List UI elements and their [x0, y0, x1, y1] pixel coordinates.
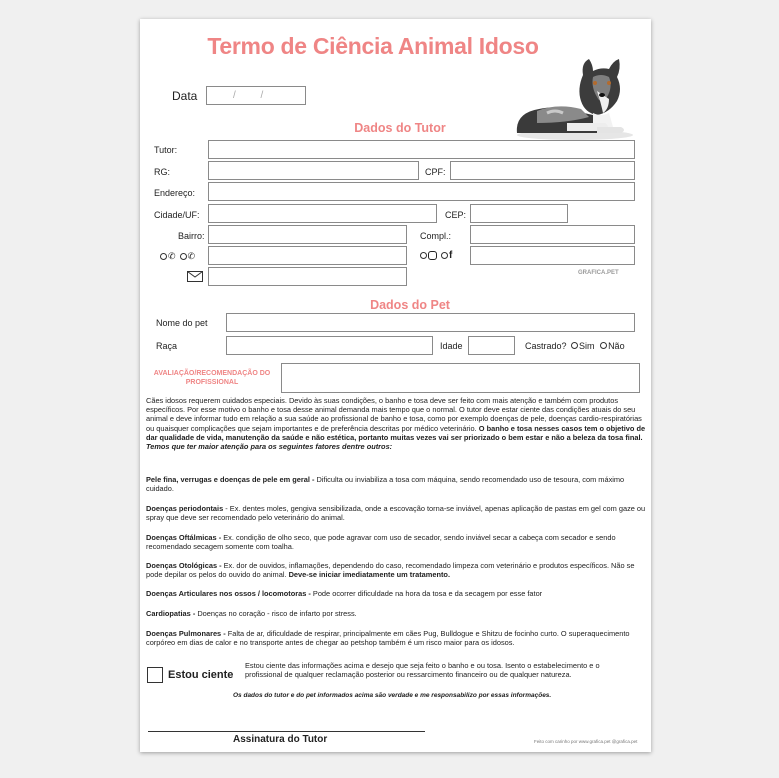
- item-tail: Deve-se iniciar imediatamente um tratamento.: [288, 570, 450, 580]
- castrado-label: [525, 341, 625, 351]
- consent-text: Estou ciente das informações acima e desejo que seja feito o banho e ou tosa. Isento o estabelecimento e o profissional de qualquer reclamação posterior ou ressarcimento financeiro ou de qualquer natureza.: [245, 661, 600, 680]
- disclaimer-text: Os dados do tutor e do pet informados acima são verdade e me responsabilizo por essas informações.: [233, 692, 552, 699]
- form-title: Termo de Ciência Animal Idoso: [207, 33, 539, 59]
- item-otologicas: [146, 561, 647, 579]
- social-input[interactable]: [470, 246, 635, 265]
- signature-label: Assinatura do Tutor: [233, 734, 328, 745]
- estou-ciente-label: Estou ciente: [168, 669, 234, 681]
- item-text: Ex. dor de ouvidos, inflamações, dependendo do caso, recomendado limpeza com veterinário e produtos específicos. Não se pode depilar os pelos do ouvido do animal.: [146, 561, 635, 580]
- raca-label: Raça: [156, 341, 178, 351]
- intro-bold-text: O banho e tosa nesses casos tem o objetivo de dar qualidade de vida, manutenção da saúde e não estética, portanto muitas vezes vai ser priorizado o bem estar e não a beleza da tosa final.: [146, 423, 646, 442]
- idade-input[interactable]: [468, 336, 515, 355]
- avaliacao-label: AVALIAÇÃO/RECOMENDAÇÃO DO PROFISSIONAL: [153, 370, 271, 386]
- idade-label: Idade: [440, 341, 463, 351]
- avaliacao-input[interactable]: [281, 363, 640, 393]
- item-head: Doenças Pulmonares -: [146, 629, 226, 638]
- cpf-input[interactable]: [450, 161, 635, 180]
- instagram-icon: [428, 251, 437, 260]
- item-head: Pele fina, verrugas e doenças de pele em geral -: [146, 475, 315, 484]
- cep-input[interactable]: [470, 204, 568, 223]
- bairro-label: Bairro:: [178, 231, 205, 241]
- pet-name-label: Nome do pet: [156, 318, 208, 328]
- email-input[interactable]: [208, 267, 407, 286]
- date-input[interactable]: / /: [206, 86, 306, 105]
- item-articulares: [146, 589, 647, 598]
- whatsapp-radio[interactable]: [180, 253, 187, 260]
- tutor-label: Tutor:: [154, 145, 178, 155]
- item-text: Ex. condição de olho seco, que pode agravar com uso de secador, sendo inviável secar a cabeça com secador e sendo recomendado secagem somente com toalha.: [146, 533, 616, 552]
- item-cardiopatias: [146, 609, 647, 618]
- item-text: Pode ocorrer dificuldade na hora da tosa e da secagem por esse fator: [310, 589, 543, 598]
- dog-illustration: [497, 51, 637, 143]
- phone-icon: ✆: [168, 251, 176, 261]
- compl-input[interactable]: [470, 225, 635, 244]
- date-label: Data: [172, 89, 198, 103]
- facebook-radio[interactable]: [441, 252, 448, 259]
- castrado-nao-radio[interactable]: [600, 342, 607, 349]
- bairro-input[interactable]: [208, 225, 407, 244]
- endereco-label: Endereço:: [154, 188, 196, 198]
- item-text: - Ex. dentes moles, gengiva sensibilizada, onde a escovação torna-se inviável, apenas aplicação de pastas em gel com gaze ou spray que deve ser recomendado pelo veterinário do animal.: [146, 504, 646, 523]
- email-icon: [187, 271, 203, 282]
- phone-radio[interactable]: [160, 253, 167, 260]
- rg-input[interactable]: [208, 161, 419, 180]
- cpf-label: CPF:: [425, 167, 446, 177]
- rg-label: RG:: [154, 167, 171, 177]
- brand-watermark: GRAFICA.PET: [578, 270, 619, 276]
- whatsapp-icon: ✆: [187, 251, 196, 261]
- cidade-label: Cidade/UF:: [154, 210, 200, 220]
- phone-option[interactable]: [160, 251, 195, 262]
- item-pele: [146, 475, 647, 493]
- intro-text: Cães idosos requerem cuidados especiais. Devido às suas condições, o banho e tosa deve ser feito com mais atenção e também com produtos específicos. Por esse motivo o banho e tosa desse animal demanda mais tempo que o normal. O tutor deve estar ciente das condições atuais do seu animal e deve informar tudo em relação a sua saúde ao profissional de banho e tosa, como por exemplo doenças de pele, doenças cardio-respiratórias ou quaisquer complicações que sejam importantes e de preferência descritas por médico veterinário.: [146, 396, 642, 433]
- phone-input[interactable]: [208, 246, 407, 265]
- item-periodontais: [146, 504, 647, 522]
- intro-paragraph: [146, 396, 647, 451]
- facebook-icon: f: [449, 250, 453, 261]
- item-oftalmicas: [146, 533, 647, 551]
- cidade-input[interactable]: [208, 204, 437, 223]
- intro-italic-text: Temos que ter maior atenção para os seguintes fatores dentre outros:: [146, 442, 393, 452]
- castrado-sim-radio[interactable]: [571, 342, 578, 349]
- tutor-input[interactable]: [208, 140, 635, 159]
- item-head: Cardiopatias -: [146, 609, 196, 618]
- castrado-nao-label: Não: [608, 341, 625, 351]
- endereco-input[interactable]: [208, 182, 635, 201]
- item-text: Doenças no coração - risco de infarto por stress.: [195, 609, 357, 618]
- cep-label: CEP:: [445, 210, 467, 220]
- item-head: Doenças Articulares nos ossos / locomotoras -: [146, 589, 311, 598]
- form-sheet: [140, 19, 651, 752]
- compl-label: Compl.:: [420, 231, 452, 241]
- pet-section-title: Dados do Pet: [370, 298, 450, 312]
- pet-name-input[interactable]: [226, 313, 635, 332]
- item-text: Falta de ar, dificuldade de respirar, principalmente em cães Pug, Bulldogue e Shitzu de focinho curto. O superaquecimento corpóreo em dias de calor e no transporte antes de chegar ao petshop também é um risco maior para os idosos.: [146, 629, 630, 648]
- raca-input[interactable]: [226, 336, 433, 355]
- item-pulmonares: [146, 629, 647, 647]
- item-text: Dificulta ou inviabiliza a tosa com máquina, sendo recomendado uso de tesoura, com máximo cuidado.: [146, 475, 625, 494]
- footer-credit: Feito com carinho por www.grafica.pet @grafica.pet: [534, 739, 638, 744]
- item-head: Doenças Otológicas -: [146, 561, 222, 570]
- signature-line[interactable]: [148, 731, 425, 732]
- item-head: Doenças Oftálmicas -: [146, 533, 222, 542]
- item-head: Doenças periodontais: [146, 504, 224, 513]
- estou-ciente-checkbox[interactable]: [147, 667, 163, 683]
- instagram-radio[interactable]: [420, 252, 427, 259]
- castrado-text: Castrado?: [525, 341, 567, 351]
- castrado-sim-label: Sim: [579, 341, 595, 351]
- tutor-section-title: Dados do Tutor: [354, 121, 446, 135]
- social-option[interactable]: [420, 250, 452, 261]
